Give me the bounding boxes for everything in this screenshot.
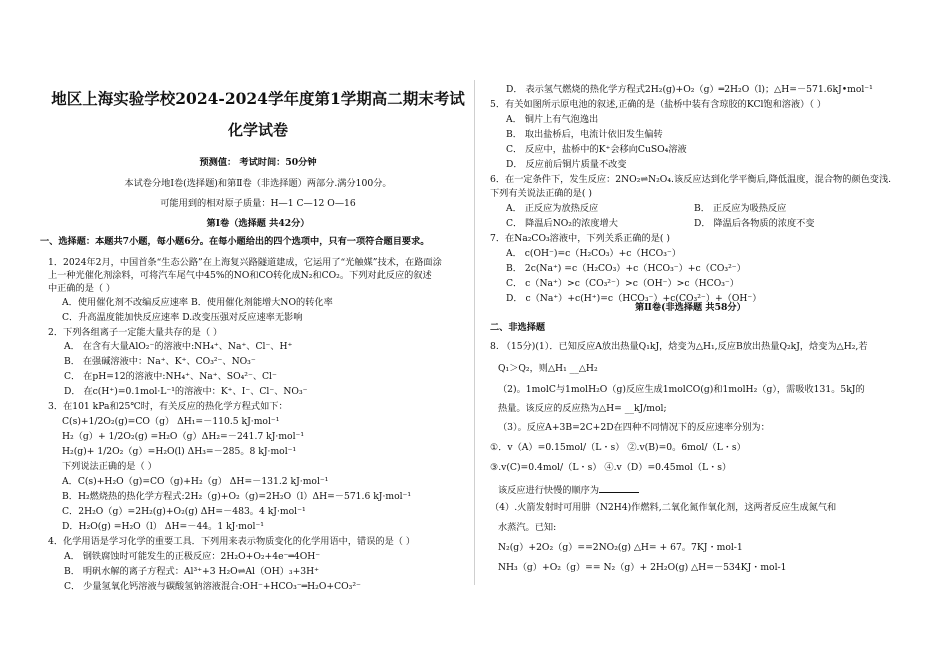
text-line: B． 明矾水解的离子方程式：Al³⁺+3 H₂O⇌Al（OH）₃+3H⁺	[64, 566, 319, 577]
text-line: N₂(g）+2O₂（g）==2NO₂(g) △H= + 67。7KJ・mol-1	[498, 542, 743, 553]
section-2-heading: 二、非选择题	[490, 322, 546, 333]
text-line: C． 在pH=12的溶液中:NH₄⁺、Na⁺、SO₄²⁻、Cl⁻	[64, 371, 277, 382]
text-line: B． 取出盐桥后，电流计依旧发生偏转	[506, 129, 663, 140]
text-line: （2)。1molC与1molH₂O（g)反应生成1molCO(g)和1molH₂（g），需吸收131。5kJ的	[498, 384, 865, 395]
answer-blank	[599, 482, 639, 493]
text-line: 下列有关说法正确的是( )	[490, 188, 592, 199]
info-line-1: 本试卷分地Ⅰ卷(选择题)和第Ⅱ卷（非选择题）两部分.满分100分。	[124, 178, 392, 189]
text-line: C．升高温度能加快反应速率 D.改变压强对反应速率无影响	[62, 312, 303, 323]
text-line: C． 降温后NO₂的浓度增大	[506, 218, 618, 229]
order-prompt: 该反应进行快慢的顺序为	[498, 485, 600, 496]
text-line: D． c（Na⁺）+c(H⁺)=c（HCO₃⁻）+c(CO₃²⁻）+（OH⁻）	[506, 293, 762, 304]
text-line: A．使用催化剂不改编反应速率 B．使用催化剂能增大NO的转化率	[62, 297, 333, 308]
text-line: ①．v（A）=0.15mol/（L・s） ②.v(B)=0。6mol/（L・s）	[490, 442, 746, 453]
text-line: 6．在一定条件下，发生反应：2NO₂⇌N₂O₄.该反应达到化学平衡后,降低温度，混合物的颜色变浅.	[490, 174, 892, 185]
text-line: Q₁＞Q₂，则△H₁ __△H₂	[498, 363, 598, 374]
text-line: D． 降温后各物质的浓度不变	[694, 218, 815, 229]
text-line: A．C(s)+H₂O（g)=CO（g)+H₂（g） ΔH=－131.2 kJ·mol⁻¹	[62, 476, 329, 487]
text-line: B． 正反应为吸热反应	[694, 203, 787, 214]
text-line: A． 铜片上有气泡逸出	[506, 114, 599, 125]
text-line: 水蒸汽。已知:	[498, 522, 557, 533]
text-line: 3．在101 kPa和25℃时，有关反应的热化学方程式如下：	[48, 401, 288, 412]
text-line: B．H₂燃烧热的热化学方程式:2H₂（g)+O₂（g)=2H₂O（l）ΔH=－571.6 kJ·mol⁻¹	[62, 491, 412, 502]
text-line: D． 表示氢气燃烧的热化学方程式2H₂(g)+O₂（g）═2H₂O（l)；△H=－571.6kJ•mol⁻¹	[506, 84, 873, 95]
exam-subtitle: 化学试卷	[227, 121, 288, 139]
text-line: D． 反应前后铜片质量不改变	[506, 159, 627, 170]
text-line: 热量。该反应的反应热为△H= __kJ/mol;	[498, 403, 667, 414]
text-line: 上一种光催化剂涂料，可将汽车尾气中45%的NO和CO转化成N₂和CO₂。下列对此反应的叙述	[48, 270, 432, 281]
text-line: 5．有关如图所示原电池的叙述,正确的是（盐桥中装有含琼胶的KCl饱和溶液）（ ）	[490, 99, 827, 110]
text-line: 7．在Na₂CO₃溶液中，下列关系正确的是( )	[490, 233, 671, 244]
text-line: NH₃（g）+O₂（g）== N₂（g）+ 2H₂O(g) △H=－534KJ・mol-1	[498, 562, 787, 573]
text-line: A． c(OH⁻)=c（H₂CO₃）+c（HCO₃⁻）	[506, 248, 681, 259]
text-line: C． 少量氢氧化钙溶液与碳酸氢钠溶液混合:OH⁻+HCO₃⁻═H₂O+CO₃²⁻	[64, 581, 361, 592]
text-line: A． 正反应为放热反应	[506, 203, 599, 214]
text-line: D．H₂O(g) =H₂O（l） ΔH=－44。1 kJ·mol⁻¹	[62, 521, 264, 532]
part2-heading: 第Ⅱ卷(非选择题 共58分）	[635, 302, 746, 313]
exam-title: 地区上海实验学校2024-2024学年度第1学期高二期末考试	[51, 89, 465, 108]
text-line: ③.v(C)=0.4mol/（L・s） ④.v（D）=0.45mol（L・s）	[490, 462, 732, 473]
text-line: C(s)+1/2O₂(g)=CO（g） ΔH₁=－110.5 kJ·mol⁻¹	[62, 416, 280, 427]
text-line: 2．下列各组离子一定能大量共存的是（ ）	[48, 327, 223, 338]
section-1-heading: 一、选择题：本题共7小题，每小题6分。在每小题给出的四个选项中，只有一项符合题目要求。	[40, 236, 430, 247]
text-line: B． 在强碱溶液中：Na⁺、K⁺、CO₃²⁻、NO₃⁻	[64, 356, 256, 367]
text-line: A． 在含有大量AlO₂⁻的溶液中:NH₄⁺、Na⁺、Cl⁻、H⁺	[64, 341, 293, 352]
text-line: （4）.火箭发射时可用肼（N2H4)作燃料,二氧化氮作氧化剂，这两者反应生成氮气和	[490, 502, 837, 513]
text-line: H₂（g）+ 1/2O₂(g) =H₂O（g）ΔH₂=－241.7 kJ·mol⁻¹	[62, 431, 305, 442]
text-line: C． 反应中，盐桥中的K⁺会移向CuSO₄溶液	[506, 144, 687, 155]
text-line: D． 在c(H⁺)=0.1mol·L⁻¹的溶液中：K⁺、I⁻、Cl⁻、NO₃⁻	[64, 386, 308, 397]
text-line: 1．2024年2月，中国首条“生态公路”在上海复兴路隧道建成，它运用了“光触媒”技术，在路面涂	[48, 257, 442, 268]
text-line: A． 钢铁腐蚀时可能发生的正极反应：2H₂O+O₂+4e⁻═4OH⁻	[64, 551, 321, 562]
text-line: B． 2c(Na⁺) =c（H₂CO₃）+c（HCO₃⁻）+c（CO₃²⁻）	[506, 263, 746, 274]
text-line: 中正确的是（ ）	[48, 283, 116, 294]
text-line: 下列说法正确的是（ ）	[62, 461, 157, 472]
text-line: （3）。反应A+3B=2C+2D在四种不同情况下的反应速率分别为：	[498, 422, 770, 433]
text-line: C．2H₂O（g）=2H₂(g)+O₂(g) ΔH=－483。4 kJ·mol⁻¹	[62, 506, 306, 517]
text-line: 8. （15分)(1）．已知反应A放出热量Q₁kJ，焓变为△H₁,反应B放出热量Q₂kJ，焓变为△H₂,若	[490, 341, 868, 352]
text-line: 4．化学用语是学习化学的重要工具．下列用来表示物质变化的化学用语中，错误的是（ ）	[48, 536, 416, 547]
text-line	[498, 482, 639, 497]
info-line-2: 可能用到的相对原子质量：H—1 C—12 O—16	[160, 198, 356, 209]
text-line: H₂(g)+ 1/2O₂（g）=H₂O(l) ΔH₃=－285。8 kJ·mol⁻¹	[62, 446, 297, 457]
text-line: C． c（Na⁺）>c（CO₃²⁻）>c（OH⁻）>c（HCO₃⁻）	[506, 278, 739, 289]
column-divider	[474, 80, 475, 585]
part1-heading: 第Ⅰ卷（选择题 共42分）	[206, 218, 310, 229]
prediction-line: 预测值： 考试时间：50分钟	[199, 157, 317, 168]
